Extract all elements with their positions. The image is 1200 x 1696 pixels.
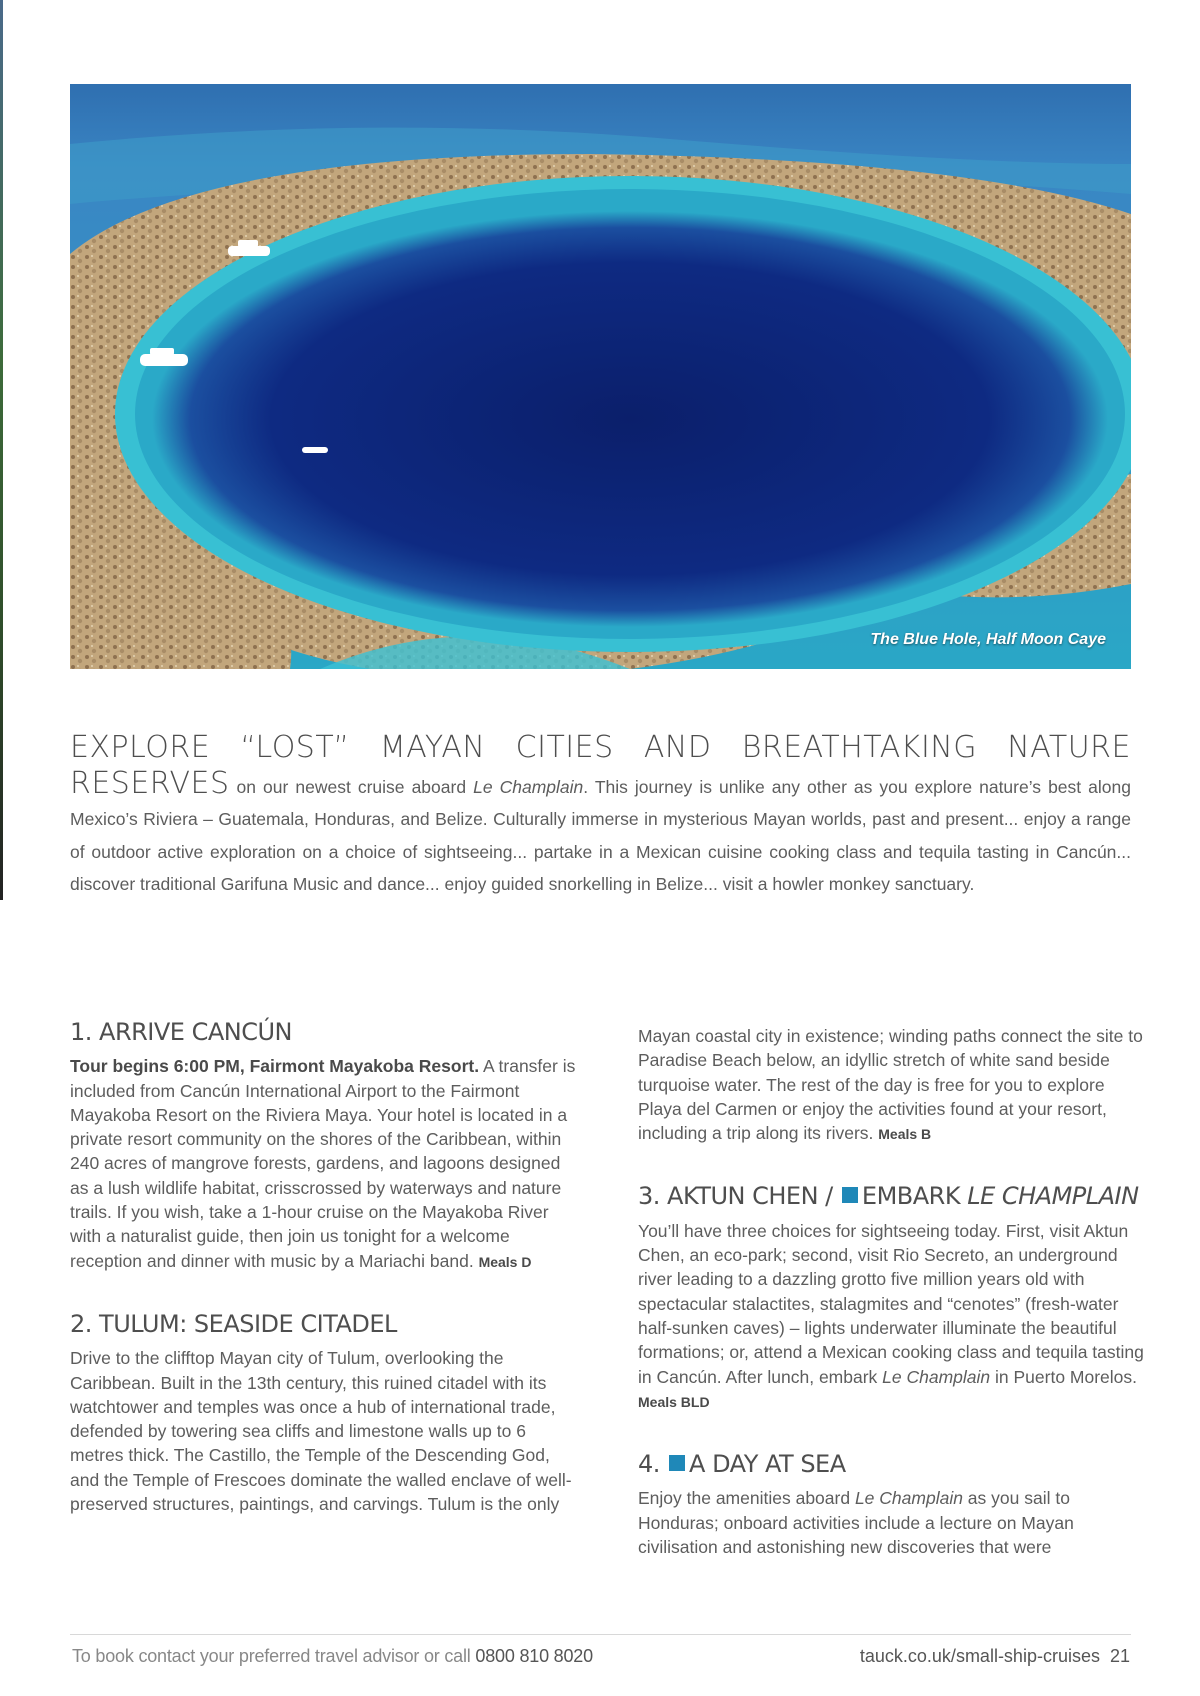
day-3: [638, 1184, 1148, 1414]
day-2-body: Drive to the clifftop Mayan city of Tulum, overlooking the Caribbean. Built in the 13th century, this ruined citadel with its watchtower and temples was once a hub of international trade, defended by towering sea cliffs and limestone walls up to 6 metres thick. The Castillo, the Temple of the Descending God, and the Temple of Frescoes dominate the walled enclave of well-preserved structures, paintings, and carvings. Tulum is the only: [70, 1348, 572, 1515]
intro-ship-name: Le Champlain: [473, 776, 584, 797]
itinerary-right-column: [638, 1024, 1148, 1559]
intro-body: . This journey is unlike any other as you explore nature’s best along Mexico’s Riviera – Guatemala, Honduras, and Belize. Culturally immerse in mysterious Mayan worlds, past and present... enjoy a range of outdoor active exploration on a choice of sightseeing... partake in a Mexican cuisine cooking class and tequila tasting in Cancún... discover traditional Garifuna Music and dance... enjoy guided snorkelling in Belize... visit a howler monkey sanctuary.: [70, 776, 1131, 894]
footer-phone-number[interactable]: 0800 810 8020: [475, 1646, 593, 1666]
day-2-continued-body: Mayan coastal city in existence; winding paths connect the site to Paradise Beach below, an idyllic stretch of white sand beside turquoise water. The rest of the day is free for you to explore Playa del Carmen or enjoy the activities found at your resort, including a trip along its rivers.: [638, 1026, 1143, 1144]
hero-photo: [70, 84, 1131, 669]
blue-hole-aerial-image: [70, 84, 1131, 669]
day-3-body-tail: in Puerto Morelos.: [990, 1366, 1138, 1387]
photo-caption: The Blue Hole, Half Moon Caye: [870, 631, 1106, 648]
day-3-title: [638, 1182, 1148, 1211]
footer-divider: [70, 1634, 1131, 1635]
day-3-title-part-a: 3. AKTUN CHEN /: [638, 1182, 840, 1211]
day-1-text: [70, 1054, 580, 1274]
page-number: 21: [1109, 1646, 1130, 1666]
day-3-ship: Le Champlain: [882, 1366, 991, 1387]
day-3-title-ship: LE CHAMPLAIN: [967, 1182, 1139, 1211]
footer-booking-text: To book contact your preferred travel advisor or call: [72, 1646, 476, 1666]
day-1-lead: Tour begins 6:00 PM, Fairmont Mayakoba Resort.: [70, 1056, 480, 1077]
day-3-text: [638, 1219, 1148, 1414]
day-2-continued-text: [638, 1024, 1148, 1146]
day-1-meals: Meals D: [478, 1253, 532, 1270]
day-2-title: 2. TULUM: SEASIDE CITADEL: [70, 1309, 397, 1338]
ship-square-icon: [842, 1187, 858, 1203]
day-4-title-part-a: 4.: [638, 1450, 668, 1479]
day-4-title: [638, 1450, 1148, 1479]
footer-booking-info: [72, 1646, 593, 1667]
intro-paragraph: [70, 732, 1131, 901]
itinerary-left-column: [70, 1020, 580, 1516]
day-1: [70, 1020, 580, 1274]
day-3-meals: Meals BLD: [638, 1393, 710, 1410]
day-4-ship: Le Champlain: [854, 1488, 963, 1509]
intro-heading-tail: on our newest cruise aboard: [229, 776, 474, 797]
day-4-body-b: as you sail to Honduras; onboard activities include a lecture on Mayan civilisation and astonishing new discoveries that were: [638, 1488, 1074, 1558]
day-4-title-part-b: A DAY AT SEA: [689, 1450, 846, 1479]
ship-square-icon: [669, 1455, 685, 1471]
day-3-title-part-b: EMBARK: [861, 1182, 968, 1211]
day-4-body-a: Enjoy the amenities aboard: [638, 1488, 855, 1509]
day-3-body: You’ll have three choices for sightseeing today. First, visit Aktun Chen, an eco-park; second, visit Rio Secreto, an underground river leading to a dazzling grotto five million years old with spectacular stalactites, stalagmites and “cenotes” (fresh-water half-sunken caves) – lights underwater illuminate the beautiful formations; or, attend a Mexican cooking class and tequila tasting in Cancún. After lunch, embark: [638, 1220, 1144, 1387]
day-2: [70, 1309, 580, 1516]
footer-website-link[interactable]: tauck.co.uk/small-ship-cruises: [859, 1646, 1100, 1666]
intro-heading: EXPLORE “LOST” MAYAN CITIES AND BREATHTAKING NATURE RESERVES: [70, 730, 1131, 801]
day-2-continued: [638, 1024, 1148, 1146]
day-1-title: 1. ARRIVE CANCÚN: [70, 1018, 292, 1046]
day-1-body: A transfer is included from Cancún International Airport to the Fairmont Mayakoba Resort on the Riviera Maya. Your hotel is located in a private resort community on the shores of the Caribbean, within 240 acres of mangrove forests, gardens, and lagoons designed as a lush wildlife habitat, crisscrossed by waterways and nature trails. If you wish, take a 1-hour cruise on the Mayakoba River with a naturalist guide, then join us tonight for a welcome reception and dinner with music by a Mariachi band.: [70, 1056, 576, 1271]
day-4: [638, 1452, 1148, 1559]
footer-right: [860, 1646, 1130, 1667]
day-2-meals: Meals B: [878, 1126, 932, 1143]
adjacent-page-edge: [0, 0, 3, 900]
day-4-text: [638, 1486, 1148, 1559]
